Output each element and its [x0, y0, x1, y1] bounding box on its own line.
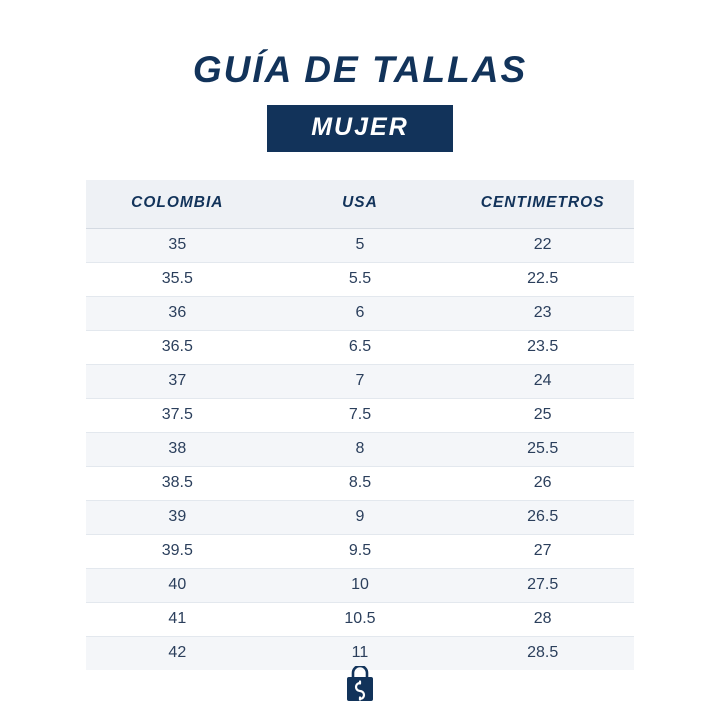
cell-usa: 7.5 — [269, 398, 452, 432]
page-subtitle-badge: MUJER — [267, 105, 453, 152]
cell-usa: 7 — [269, 364, 452, 398]
size-table-wrapper — [86, 180, 634, 670]
cell-colombia: 39.5 — [86, 534, 269, 568]
cell-colombia: 38.5 — [86, 466, 269, 500]
cell-centimetros: 28 — [451, 602, 634, 636]
size-table — [86, 180, 634, 670]
column-header-colombia: COLOMBIA — [86, 180, 269, 229]
cell-usa: 5 — [269, 228, 452, 262]
cell-usa: 10.5 — [269, 602, 452, 636]
cell-colombia: 36.5 — [86, 330, 269, 364]
table-row — [86, 534, 634, 568]
cell-colombia: 35 — [86, 228, 269, 262]
cell-centimetros: 23 — [451, 296, 634, 330]
table-row — [86, 296, 634, 330]
table-row — [86, 602, 634, 636]
size-table-head — [86, 180, 634, 229]
cell-usa: 9 — [269, 500, 452, 534]
page-title: GUÍA DE TALLAS — [192, 49, 528, 90]
column-header-usa: USA — [269, 180, 452, 229]
cell-centimetros: 27.5 — [451, 568, 634, 602]
table-row — [86, 364, 634, 398]
cell-usa: 9.5 — [269, 534, 452, 568]
cell-usa: 10 — [269, 568, 452, 602]
cell-centimetros: 22.5 — [451, 262, 634, 296]
column-header-centimetros: CENTIMETROS — [451, 180, 634, 229]
cell-usa: 6 — [269, 296, 452, 330]
cell-colombia: 39 — [86, 500, 269, 534]
cell-usa: 11 — [269, 636, 452, 670]
shopping-bag-icon — [343, 666, 377, 702]
cell-usa: 6.5 — [269, 330, 452, 364]
table-row — [86, 568, 634, 602]
cell-centimetros: 23.5 — [451, 330, 634, 364]
table-row — [86, 262, 634, 296]
table-row — [86, 466, 634, 500]
cell-colombia: 35.5 — [86, 262, 269, 296]
cell-centimetros: 28.5 — [451, 636, 634, 670]
table-row — [86, 398, 634, 432]
cell-colombia: 36 — [86, 296, 269, 330]
table-header-row — [86, 180, 634, 229]
table-row — [86, 228, 634, 262]
table-row — [86, 500, 634, 534]
cell-centimetros: 22 — [451, 228, 634, 262]
table-row — [86, 636, 634, 670]
cell-colombia: 38 — [86, 432, 269, 466]
cell-usa: 5.5 — [269, 262, 452, 296]
cell-usa: 8 — [269, 432, 452, 466]
cell-centimetros: 25 — [451, 398, 634, 432]
cell-usa: 8.5 — [269, 466, 452, 500]
cell-colombia: 41 — [86, 602, 269, 636]
cell-colombia: 37 — [86, 364, 269, 398]
cell-centimetros: 26 — [451, 466, 634, 500]
cell-centimetros: 27 — [451, 534, 634, 568]
cell-colombia: 40 — [86, 568, 269, 602]
table-row — [86, 330, 634, 364]
cell-centimetros: 26.5 — [451, 500, 634, 534]
cell-colombia: 37.5 — [86, 398, 269, 432]
size-table-body — [86, 228, 634, 670]
table-row — [86, 432, 634, 466]
cell-centimetros: 25.5 — [451, 432, 634, 466]
cell-centimetros: 24 — [451, 364, 634, 398]
cell-colombia: 42 — [86, 636, 269, 670]
